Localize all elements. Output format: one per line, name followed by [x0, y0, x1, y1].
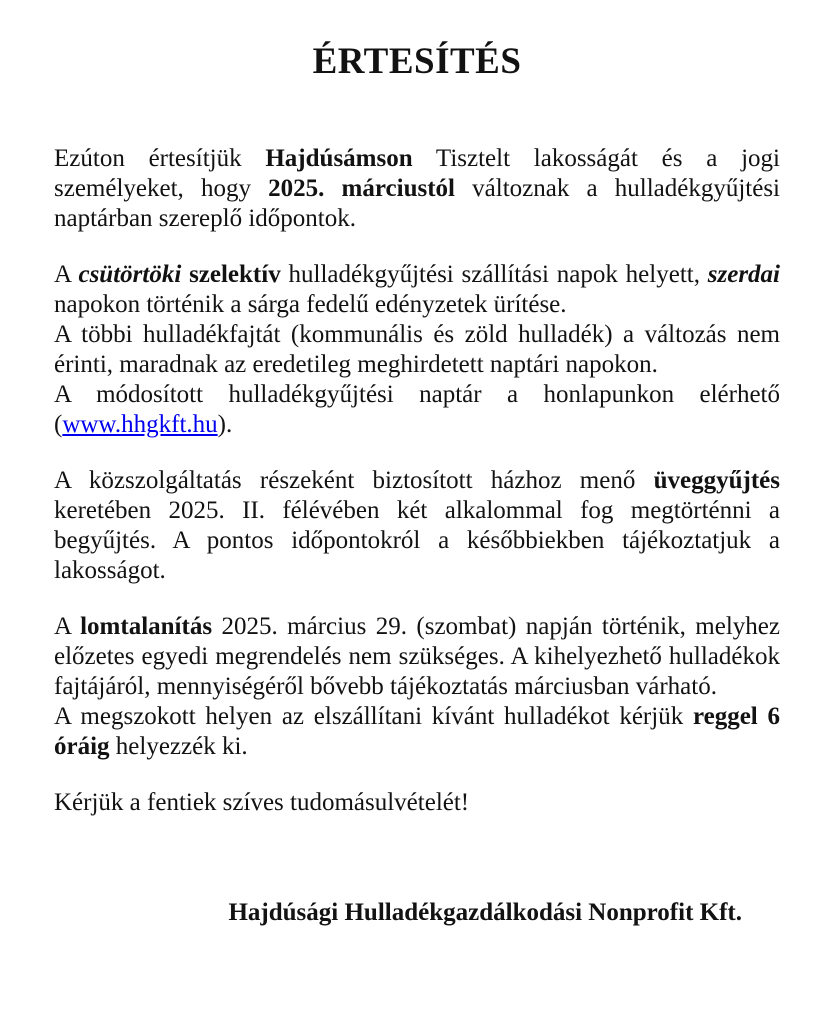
text-run: csütörtöki: [78, 261, 182, 288]
text-run: A: [54, 613, 81, 640]
text-run: Tisztelt lakosságát és a jogi személyeket, hogy: [54, 145, 780, 202]
text-run: szelektív: [189, 261, 281, 288]
block-schedule-change: [54, 260, 780, 440]
paragraph: [54, 702, 780, 762]
text-run: napokon történik a sárga fedelű edényzetek ürítése.: [54, 291, 567, 318]
text-run: A: [54, 261, 79, 288]
document-title: ÉRTESÍTÉS: [312, 41, 522, 82]
text-run: A módosított hulladékgyűjtési naptár a honlapunkon elérhető (: [54, 381, 780, 438]
text-run: A megszokott helyen az elszállítani kívánt hulladékot kérjük: [54, 703, 693, 730]
text-run: A közszolgáltatás részeként biztosított házhoz menő: [54, 467, 654, 494]
closing-line: Kérjük a fentiek szíves tudomásulvételét!: [54, 789, 470, 816]
paragraph: [54, 260, 780, 320]
text-run: Hajdúsámson: [265, 145, 413, 172]
text-run: hulladékgyűjtési szállítási napok helyett,: [280, 261, 708, 288]
document-body: [54, 144, 780, 762]
text-run: 2025. március 29. (szombat) napján történik, melyhez előzetes egyedi megrendelés nem szükséges. A kihelyezhető hulladékok fajtájáról, mennyiségéről bővebb tájékoztatás márciusban várható.: [54, 613, 780, 700]
block-glass-collection: [54, 466, 780, 586]
block-intro: [54, 144, 780, 234]
text-run: [181, 261, 189, 288]
text-run: változnak a hulladékgyűjtési naptárban szereplő időpontok.: [54, 175, 780, 232]
text-run: 2025. márciustól: [268, 175, 455, 202]
text-run: ).: [217, 411, 233, 438]
text-run: reggel 6 óráig: [54, 703, 780, 760]
text-run: szerdai: [707, 261, 780, 288]
block-bulky-waste: [54, 612, 780, 762]
paragraph: [54, 466, 780, 586]
text-run: helyezzék ki.: [109, 733, 248, 760]
text-run: Ezúton értesítjük: [54, 145, 266, 172]
paragraph: [54, 320, 780, 380]
text-run: lomtalanítás: [80, 613, 213, 640]
text-run: keretében 2025. II. félévében két alkalommal fog megtörténni a begyűjtés. A pontos időpontokról a későbbiekben tájékoztatjuk a lakosságot.: [54, 497, 780, 584]
paragraph: [54, 144, 780, 234]
signature-line: Hajdúsági Hulladékgazdálkodási Nonprofit Kft.: [228, 899, 742, 926]
text-run: A többi hulladékfajtát (kommunális és zöld hulladék) a változás nem érinti, maradnak az eredetileg meghirdetett naptári napokon.: [54, 321, 780, 378]
website-link[interactable]: www.hhgkft.hu: [62, 411, 218, 438]
text-run: üveggyűjtés: [653, 467, 780, 494]
paragraph: [54, 380, 780, 440]
paragraph: [54, 612, 780, 702]
